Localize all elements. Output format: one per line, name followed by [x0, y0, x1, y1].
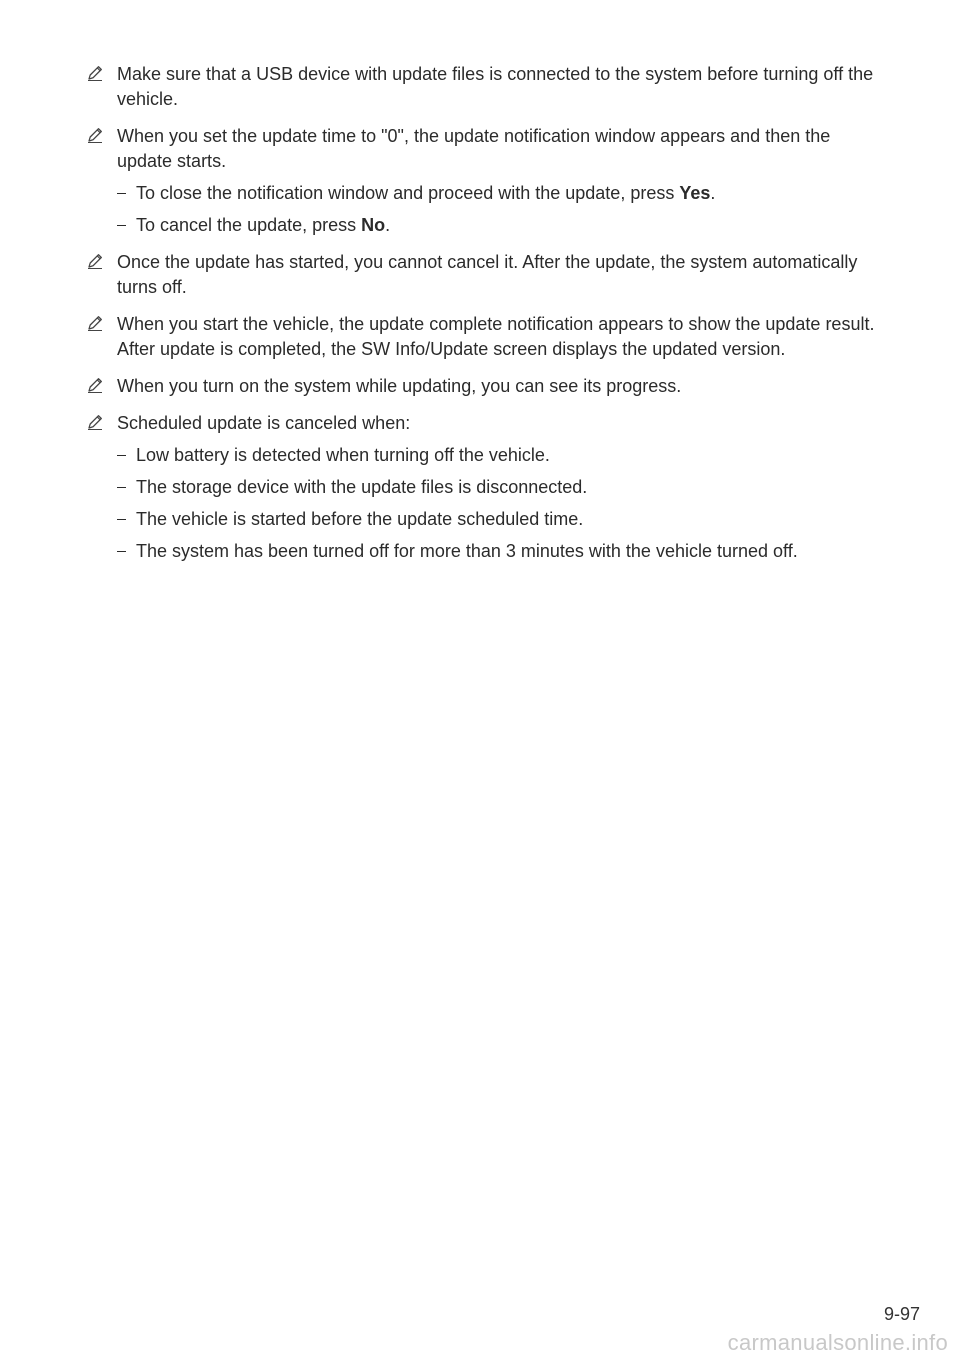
note-text: Make sure that a USB device with update files is connected to the system before turning off the vehicle.	[117, 64, 874, 109]
sub-list	[117, 181, 886, 238]
page-number: 9-97	[883, 1304, 920, 1324]
sub-item	[117, 475, 886, 500]
sub-item	[117, 539, 886, 564]
note-text: When you start the vehicle, the update complete notification appears to show the update result. After update is completed, the SW Info/Update screen displays the updated version.	[117, 314, 875, 359]
note-text: Once the update has started, you cannot cancel it. After the update, the system automatically turns off.	[117, 252, 858, 297]
note-item	[86, 124, 886, 238]
sub-item-punct: .	[710, 183, 716, 203]
pencil-note-icon	[86, 413, 104, 431]
note-text: Scheduled update is canceled when:	[117, 413, 411, 433]
note-item	[86, 250, 886, 300]
sub-item-text: The system has been turned off for more than 3 minutes with the vehicle turned off.	[136, 541, 798, 561]
sub-item	[117, 507, 886, 532]
note-list	[86, 62, 886, 576]
pencil-note-icon	[86, 64, 104, 82]
pencil-note-icon	[86, 252, 104, 270]
button-label-yes: Yes	[679, 183, 711, 203]
note-item	[86, 374, 886, 399]
sub-item-text: The storage device with the update files is disconnected.	[136, 477, 588, 497]
sub-item	[117, 181, 886, 206]
sub-list	[117, 443, 886, 564]
pencil-note-icon	[86, 376, 104, 394]
note-text: When you set the update time to "0", the update notification window appears and then the update starts.	[117, 126, 831, 171]
sub-item	[117, 443, 886, 468]
pencil-note-icon	[86, 126, 104, 144]
sub-item	[117, 213, 886, 238]
note-text: When you turn on the system while updating, you can see its progress.	[117, 376, 682, 396]
sub-item-text: To close the notification window and proceed with the update, press	[136, 183, 680, 203]
sub-item-text: Low battery is detected when turning off the vehicle.	[136, 445, 550, 465]
sub-item-punct: .	[385, 215, 391, 235]
sub-item-text: To cancel the update, press	[136, 215, 362, 235]
note-item	[86, 411, 886, 564]
note-item	[86, 312, 886, 362]
button-label-no: No	[361, 215, 386, 235]
note-item	[86, 62, 886, 112]
pencil-note-icon	[86, 314, 104, 332]
watermark: carmanualsonline.info	[727, 1330, 948, 1355]
sub-item-text: The vehicle is started before the update scheduled time.	[136, 509, 584, 529]
